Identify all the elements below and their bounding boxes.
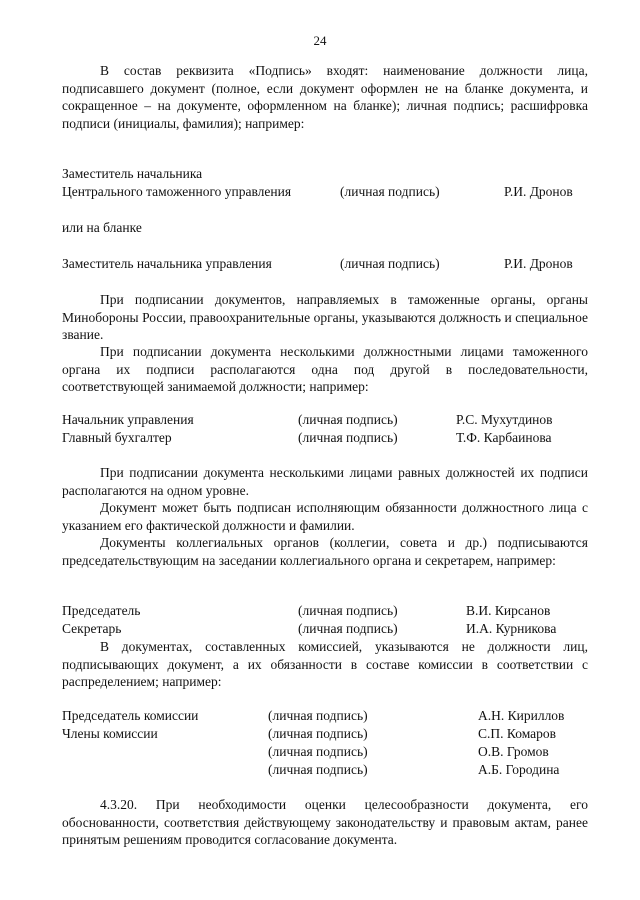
paragraph-multiple-officials: При подписании документа несколькими должностными лицами таможенного органа их подписи располагаются одна под другой в последовательности, соответствующей занимаемой должности; например: [62,344,588,394]
signatory-title: Главный бухгалтер [62,430,172,445]
example4-row-2 [62,620,588,638]
signatory-title: Заместитель начальника управления [62,256,272,271]
example5-row-2 [62,725,588,743]
example3-row-1 [62,411,588,429]
example1-signature-row [62,183,588,201]
paragraph-equal-positions: При подписании документа несколькими лицами равных должностей их подписи располагаются на одном уровне. [62,465,588,498]
signature-placeholder: (личная подпись) [298,621,398,636]
signature-placeholder: (личная подпись) [340,184,440,199]
example4-row-1 [62,602,588,620]
example5-row-4 [62,761,588,779]
or-on-blank-text [62,219,588,237]
signature-placeholder: (личная подпись) [268,708,368,723]
signatory-title: Председатель комиссии [62,708,199,723]
paragraph-signature-requisite: В состав реквизита «Подпись» входят: наименование должности лица, подписавшего документ (полное, если документ оформлен не на бланке документа, и сокращенное – на документе, оформленном на бланке); личная подпись; расшифровка подписи (инициалы, фамилия); например: [62,63,588,131]
paragraph-4-3-20-approval: 4.3.20. При необходимости оценки целесообразности документа, его обоснованности, соответствия действующему законодательству и правовым актам, ранее принятым решениям проводится согласование документа. [62,797,588,847]
signature-placeholder: (личная подпись) [340,256,440,271]
signature-placeholder: (личная подпись) [268,726,368,741]
signature-placeholder: (личная подпись) [268,744,368,759]
signatory-name: А.Б. Городина [478,762,560,777]
paragraph-commission: В документах, составленных комиссией, указываются не должности лиц, подписывающих документ, а их обязанности в составе комиссии в соответствии с распределением; например: [62,639,588,689]
example5-row-1 [62,707,588,725]
signatory-title: Начальник управления [62,412,194,427]
example2-signature-row [62,255,588,273]
paragraph-acting-official: Документ может быть подписан исполняющим обязанности должностного лица с указанием его фактической должности и фамилии. [62,500,588,533]
example5-row-3 [62,743,588,761]
signatory-title: Секретарь [62,621,122,636]
signature-placeholder: (личная подпись) [298,430,398,445]
signature-placeholder: (личная подпись) [298,603,398,618]
signature-placeholder: (личная подпись) [298,412,398,427]
or-on-blank-label: или на бланке [62,220,142,235]
example3-row-2 [62,429,588,447]
example1-title-line1 [62,165,588,183]
signatory-name: Р.И. Дронов [504,184,573,199]
signatory-name: Р.И. Дронов [504,256,573,271]
page-number: 24 [313,33,327,48]
signatory-name: С.П. Комаров [478,726,557,741]
signatory-name: А.Н. Кириллов [478,708,565,723]
signatory-name: И.А. Курникова [466,621,557,636]
signatory-title: Заместитель начальника [62,166,203,181]
signature-placeholder: (личная подпись) [268,762,368,777]
signatory-name: О.В. Громов [478,744,549,759]
signatory-name: Р.С. Мухутдинов [456,412,553,427]
signatory-name: В.И. Кирсанов [466,603,551,618]
paragraph-customs-authorities: При подписании документов, направляемых в таможенные органы, органы Минобороны России, правоохранительные органы, указываются должность и специальное звание. [62,292,588,342]
signatory-title: Председатель [62,603,141,618]
signatory-title: Центрального таможенного управления [62,184,292,199]
signatory-title: Члены комиссии [62,726,158,741]
signatory-name: Т.Ф. Карбаинова [456,430,552,445]
paragraph-collegial-bodies: Документы коллегиальных органов (коллегии, совета и др.) подписываются председательствующим на заседании коллегиального органа и секретарем, например: [62,535,588,568]
